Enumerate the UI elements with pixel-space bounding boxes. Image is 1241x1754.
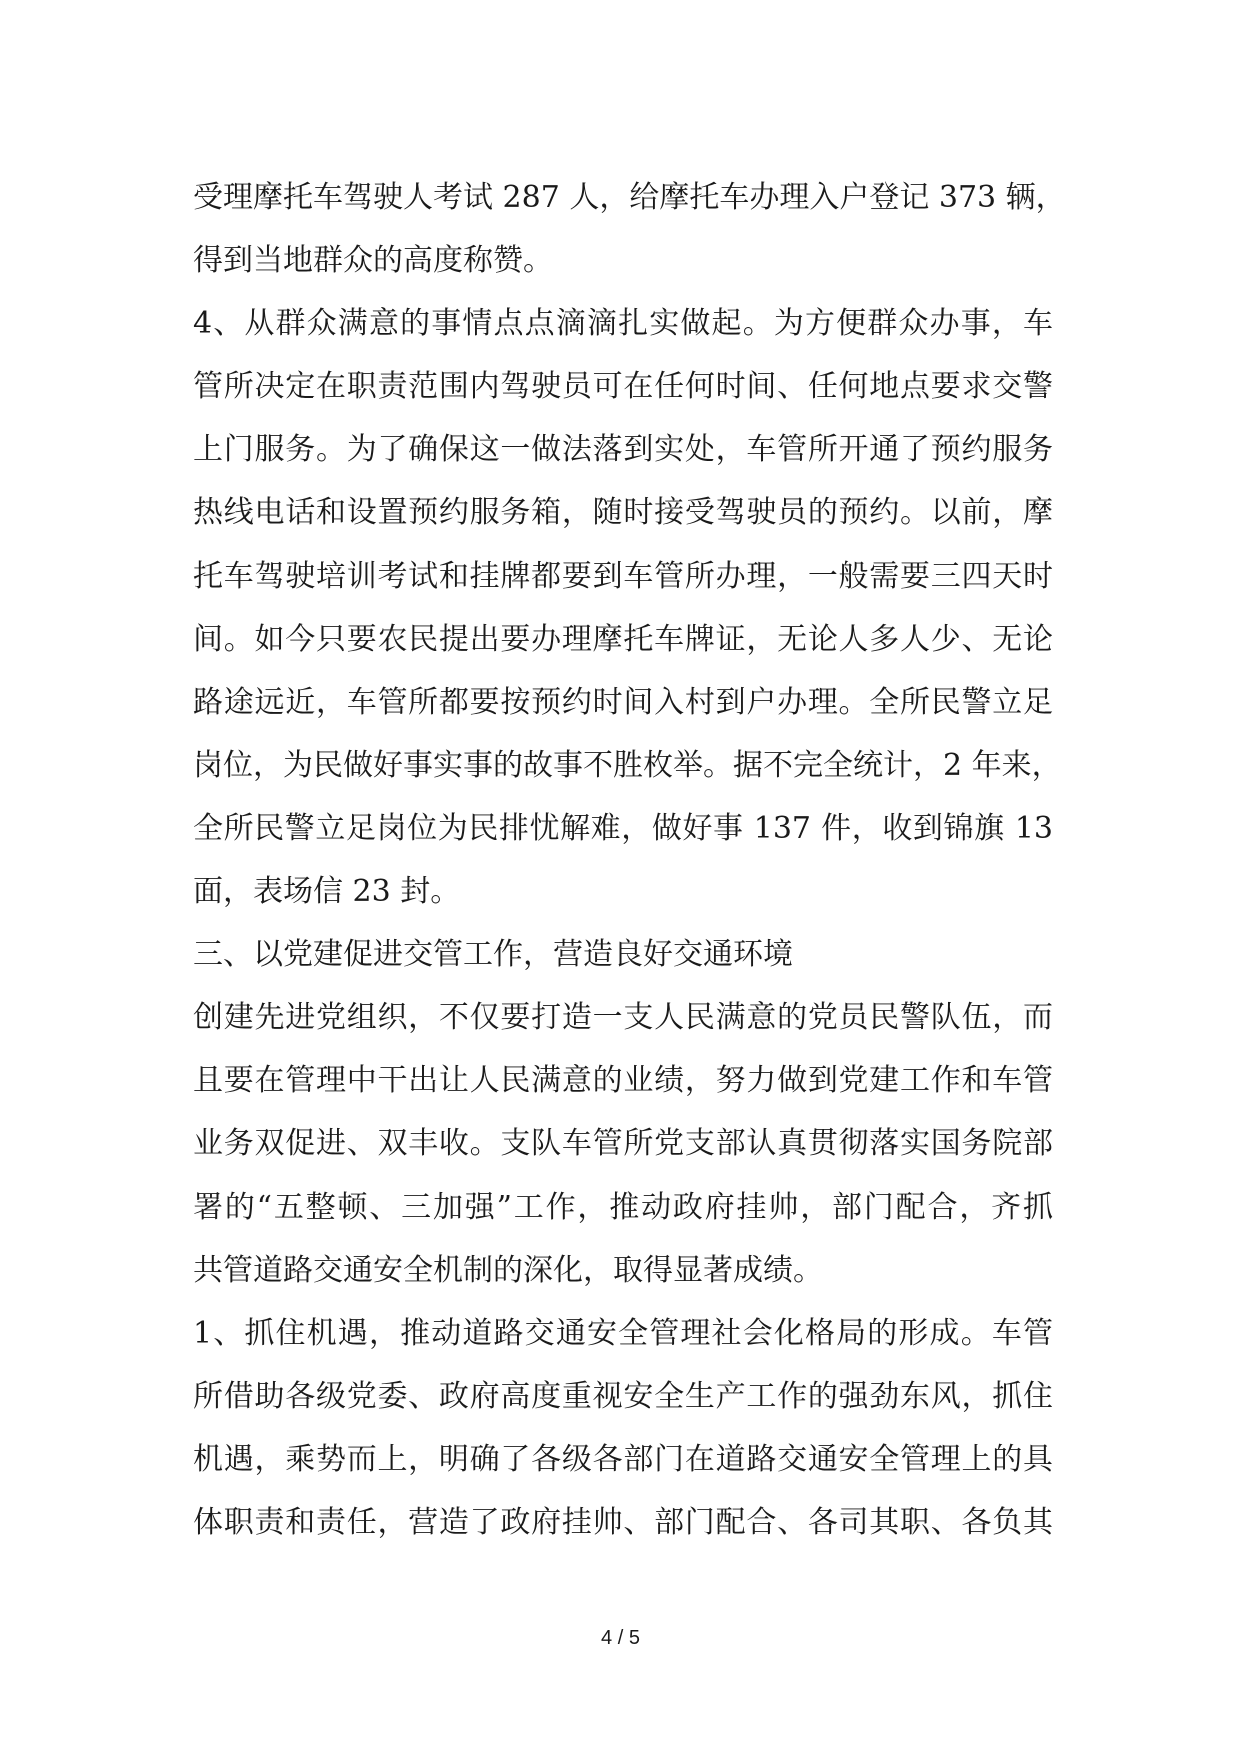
text-line: 创建先进党组织，不仅要打造一支人民满意的党员民警队伍，而 — [193, 1000, 1053, 1036]
text-line: 所借助各级党委、政府高度重视安全生产工作的强劲东风，抓住 — [193, 1378, 1053, 1414]
text-line: 面，表场信 23 封。 — [193, 874, 461, 910]
text-line: 三、以党建促进交管工作，营造良好交通环境 — [193, 937, 793, 973]
text-line: 1、抓住机遇，推动道路交通安全管理社会化格局的形成。车管 — [193, 1315, 1053, 1351]
text-line: 得到当地群众的高度称赞。 — [193, 243, 553, 279]
document-body — [193, 166, 1066, 1554]
text-line: 热线电话和设置预约服务箱，随时接受驾驶员的预约。以前，摩 — [193, 495, 1053, 531]
text-line: 共管道路交通安全机制的深化，取得显著成绩。 — [193, 1252, 823, 1288]
text-line: 岗位，为民做好事实事的故事不胜枚举。据不完全统计，2 年来， — [193, 747, 1062, 783]
text-line: 体职责和责任，营造了政府挂帅、部门配合、各司其职、各负其 — [193, 1504, 1053, 1540]
text-line: 且要在管理中干出让人民满意的业绩，努力做到党建工作和车管 — [193, 1063, 1053, 1099]
text-line: 管所决定在职责范围内驾驶员可在任何时间、任何地点要求交警 — [193, 369, 1053, 405]
text-line: 业务双促进、双丰收。支队车管所党支部认真贯彻落实国务院部 — [193, 1126, 1053, 1162]
text-line: 4、从群众满意的事情点点滴滴扎实做起。为方便群众办事，车 — [193, 306, 1053, 342]
text-line: 机遇，乘势而上，明确了各级各部门在道路交通安全管理上的具 — [193, 1441, 1053, 1477]
text-line: 上门服务。为了确保这一做法落到实处，车管所开通了预约服务 — [193, 432, 1053, 468]
text-line: 受理摩托车驾驶人考试 287 人，给摩托车办理入户登记 373 辆， — [193, 180, 1066, 215]
text-line: 全所民警立足岗位为民排忧解难，做好事 137 件，收到锦旗 13 — [193, 810, 1053, 846]
text-line: 署的“五整顿、三加强”工作，推动政府挂帅，部门配合，齐抓 — [193, 1189, 1053, 1225]
text-line: 托车驾驶培训考试和挂牌都要到车管所办理，一般需要三四天时 — [193, 558, 1053, 594]
text-line: 间。如今只要农民提出要办理摩托车牌证，无论人多人少、无论 — [193, 621, 1053, 657]
text-line: 路途远近，车管所都要按预约时间入村到户办理。全所民警立足 — [193, 684, 1053, 720]
page-number: 4 / 5 — [601, 1627, 640, 1649]
